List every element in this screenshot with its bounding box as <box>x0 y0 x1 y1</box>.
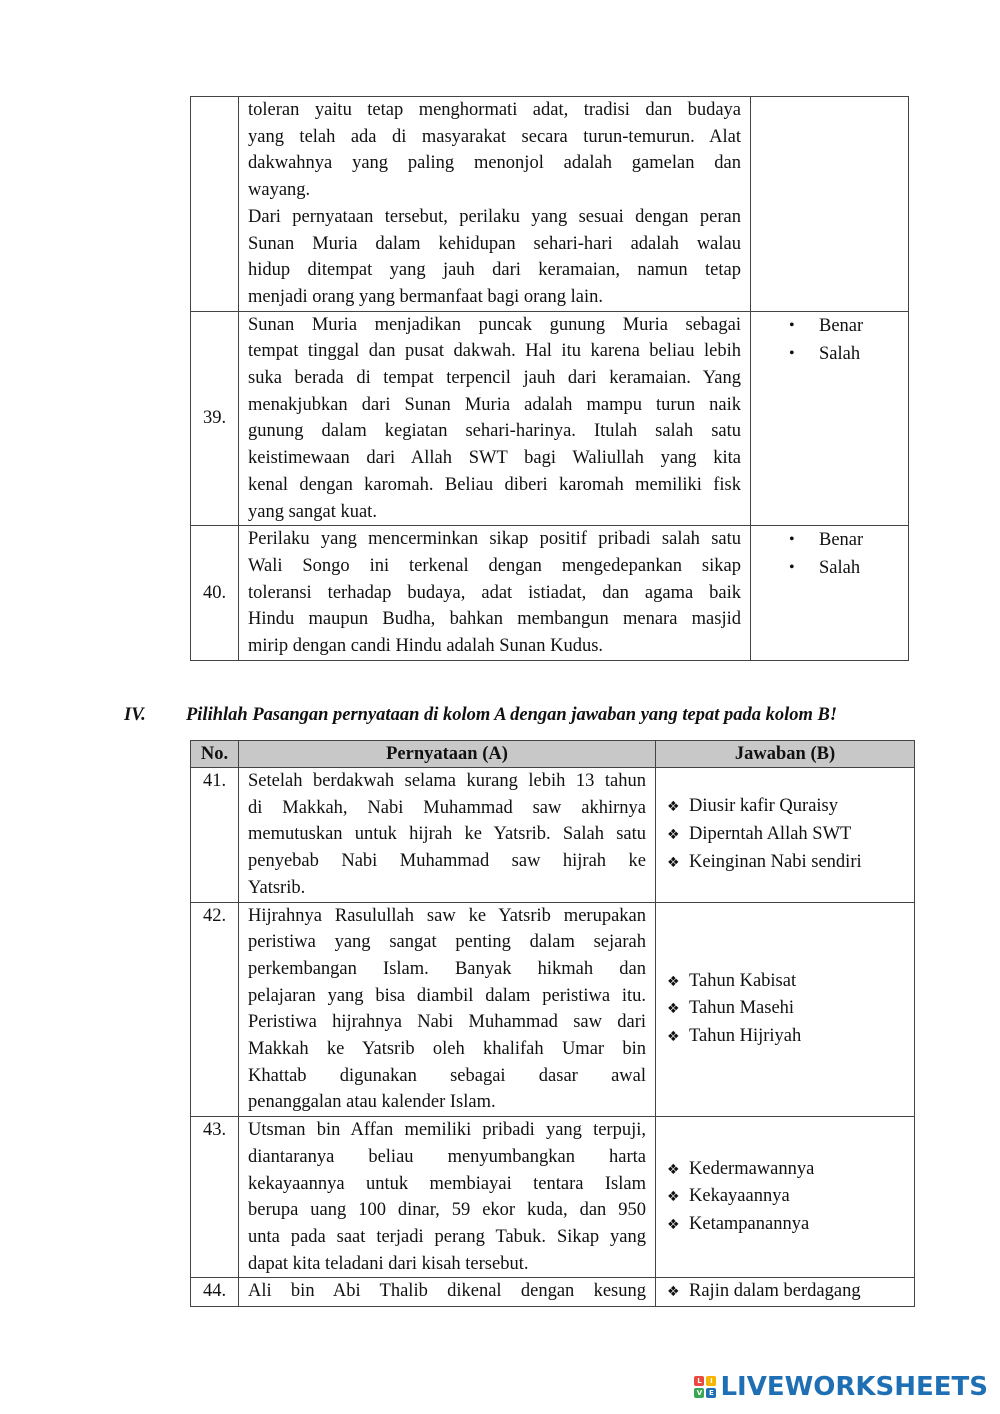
text-line: kekayaannya untuk membiayai tentara Islam <box>248 1173 646 1194</box>
table-row <box>191 1117 915 1278</box>
answer-option[interactable]: ❖ Diperntah Allah SWT <box>667 821 914 849</box>
answer-options <box>751 526 908 582</box>
text-line: Wali Songo ini terkenal dengan mengedepankan sikap <box>248 555 741 576</box>
statement-cell <box>239 97 751 312</box>
text-line: menakjubkan dari Sunan Muria adalah mampu turun naik <box>248 394 741 415</box>
statement-cell <box>239 526 751 661</box>
text-line: peristiwa yang sangat penting dalam sejarah <box>248 932 646 953</box>
number-cell <box>191 1117 239 1278</box>
text-line: Dari pernyataan tersebut, perilaku yang sesuai dengan peran <box>248 206 741 227</box>
option-benar[interactable]: • Benar <box>789 312 908 340</box>
answer-option[interactable]: ❖ Rajin dalam berdagang <box>667 1278 914 1306</box>
statement-cell <box>239 1117 656 1278</box>
logo-letter: V <box>694 1388 704 1398</box>
number-cell <box>191 526 239 661</box>
number-cell <box>191 768 239 903</box>
header-no: No. <box>191 741 239 768</box>
text-line: Peristiwa hijrahnya Nabi Muhammad saw dari <box>248 1012 646 1033</box>
text-line: di Makkah, Nabi Muhammad saw akhirnya <box>248 797 646 818</box>
logo-letter: I <box>706 1376 716 1386</box>
statement-text <box>239 526 750 660</box>
table-row <box>191 902 915 1117</box>
statement-cell <box>239 311 751 526</box>
number-cell <box>191 902 239 1117</box>
answer-option[interactable]: ❖ Tahun Hijriyah <box>667 1023 914 1051</box>
text-line: dakwahnya yang paling menonjol adalah gamelan dan <box>248 153 741 174</box>
answer-cell <box>656 1117 915 1278</box>
option-benar[interactable]: • Benar <box>789 526 908 554</box>
text-line: pelajaran yang bisa diambil dalam peristiwa itu. <box>248 985 646 1006</box>
option-salah[interactable]: • Salah <box>789 340 908 368</box>
text-line: memutuskan untuk hijrah ke Yatsrib. Salah satu <box>248 824 646 845</box>
answer-options <box>656 1156 914 1239</box>
text-line: kenal dengan karomah. Beliau diberi karomah memiliki fisk <box>248 474 741 495</box>
table-row <box>191 1278 915 1307</box>
text-line: unta pada saat terjadi perang Tabuk. Sikap yang <box>248 1226 646 1247</box>
text-line: menjadi orang yang bermanfaat bagi orang lain. <box>248 286 603 307</box>
answer-option[interactable]: ❖ Tahun Masehi <box>667 995 914 1023</box>
answer-option[interactable]: ❖ Diusir kafir Quraisy <box>667 793 914 821</box>
table-row <box>191 526 909 661</box>
number-cell <box>191 311 239 526</box>
logo-letter: E <box>706 1388 716 1398</box>
text-line: hidup ditempat yang jauh dari keramaian, namun tetap <box>248 260 741 281</box>
statement-cell <box>239 768 656 903</box>
text-line: yang telah ada di masyarakat secara turun-temurun. Alat <box>248 126 741 147</box>
statement-text <box>239 312 750 526</box>
liveworksheets-logo <box>694 1372 988 1402</box>
text-line: keistimewaan dari Allah SWT bagi Waliullah yang kita <box>248 448 741 469</box>
table-row-continued <box>191 97 909 312</box>
text-line: Yatsrib. <box>248 877 306 898</box>
options-cell <box>751 311 909 526</box>
answer-cell <box>656 1278 915 1307</box>
true-false-table <box>190 96 909 661</box>
statement-cell <box>239 902 656 1117</box>
diamond-bullet-icon: ❖ <box>667 854 680 871</box>
text-line: toleransi terhadap budaya, adat istiadat, dan agama baik <box>248 582 741 603</box>
answer-options <box>751 312 908 368</box>
text-line: tempat tinggal dan pusat dakwah. Hal itu karena beliau lebih <box>248 341 741 362</box>
text-line: Setelah berdakwah selama kurang lebih 13 tahun <box>248 771 646 791</box>
logo-mark-icon <box>694 1376 716 1398</box>
question-number: 43. <box>202 1120 227 1141</box>
text-line: dapat kita teladani dari kisah tersebut. <box>248 1253 529 1274</box>
question-number: 42. <box>202 905 227 926</box>
options-cell <box>751 526 909 661</box>
diamond-bullet-icon: ❖ <box>667 1029 680 1046</box>
text-line: mirip dengan candi Hindu adalah Sunan Kudus. <box>248 636 604 657</box>
diamond-bullet-icon: ❖ <box>667 1001 680 1018</box>
table-row <box>191 768 915 903</box>
text-line: Perilaku yang mencerminkan sikap positif pribadi salah satu <box>248 529 741 550</box>
table-header-row <box>191 741 915 768</box>
logo-wordmark: LIVEWORKSHEETS <box>720 1372 988 1402</box>
text-line: Hindu maupun Budha, bahkan membangun menara masjid <box>248 609 741 630</box>
diamond-bullet-icon: ❖ <box>667 826 680 843</box>
table-row <box>191 311 909 526</box>
text-line: wayang. <box>248 180 311 201</box>
statement-text <box>239 97 750 311</box>
diamond-bullet-icon: ❖ <box>667 973 680 990</box>
text-line: Hijrahnya Rasulullah saw ke Yatsrib merupakan <box>248 905 646 926</box>
diamond-bullet-icon: ❖ <box>667 799 680 816</box>
answer-options <box>656 1278 914 1306</box>
text-line: penyebab Nabi Muhammad saw hijrah ke <box>248 851 646 872</box>
statement-text <box>239 1278 655 1305</box>
text-line: Ali bin Abi Thalib dikenal dengan kesung <box>248 1281 646 1302</box>
statement-text <box>239 768 655 902</box>
text-line: diantaranya beliau menyumbangkan harta <box>248 1146 646 1167</box>
statement-cell <box>239 1278 656 1307</box>
diamond-bullet-icon: ❖ <box>667 1284 680 1301</box>
answer-cell <box>656 768 915 903</box>
statement-text <box>239 1117 655 1277</box>
header-answer: Jawaban (B) <box>656 741 915 768</box>
answer-option[interactable]: ❖ Tahun Kabisat <box>667 968 914 996</box>
text-line: perkembangan Islam. Banyak hikmah dan <box>248 958 646 979</box>
answer-cell <box>656 902 915 1117</box>
text-line: berupa uang 100 dinar, 59 ekor kuda, dan 950 <box>248 1200 646 1221</box>
diamond-bullet-icon: ❖ <box>667 1161 680 1178</box>
matching-table <box>190 740 915 1307</box>
text-line: penanggalan atau kalender Islam. <box>248 1092 496 1113</box>
diamond-bullet-icon: ❖ <box>667 1217 680 1234</box>
section-number: IV. <box>124 705 146 725</box>
question-number: 40. <box>202 582 227 603</box>
question-number: 39. <box>202 408 227 429</box>
text-line: toleran yaitu tetap menghormati adat, tradisi dan budaya <box>248 100 741 120</box>
answer-option[interactable]: ❖ Keinginan Nabi sendiri <box>667 849 914 877</box>
section-instruction: Pilihlah Pasangan pernyataan di kolom A dengan jawaban yang tepat pada kolom B! <box>186 705 838 725</box>
text-line: Sunan Muria menjadikan puncak gunung Muria sebagai <box>248 314 741 335</box>
answer-option[interactable]: ❖ Ketampanannya <box>667 1211 914 1239</box>
text-line: Sunan Muria dalam kehidupan sehari-hari adalah walau <box>248 233 741 254</box>
answer-option[interactable]: ❖ Kedermawannya <box>667 1156 914 1184</box>
answer-option[interactable]: ❖ Kekayaannya <box>667 1183 914 1211</box>
section-heading <box>124 702 837 728</box>
question-number: 41. <box>202 771 227 791</box>
question-number: 44. <box>202 1281 227 1302</box>
number-cell <box>191 97 239 312</box>
diamond-bullet-icon: ❖ <box>667 1189 680 1206</box>
text-line: suka berada di tempat terpencil jauh dari keramaian. Yang <box>248 368 741 389</box>
answer-options <box>656 793 914 876</box>
logo-letter: L <box>694 1376 704 1386</box>
header-statement: Pernyataan (A) <box>239 741 656 768</box>
answer-options <box>656 968 914 1051</box>
number-cell <box>191 1278 239 1307</box>
text-line: gunung dalam kegiatan sehari-harinya. Itulah salah satu <box>248 421 741 442</box>
statement-text <box>239 903 655 1117</box>
options-cell <box>751 97 909 312</box>
option-salah[interactable]: • Salah <box>789 554 908 582</box>
text-line: Utsman bin Affan memiliki pribadi yang terpuji, <box>248 1120 646 1141</box>
text-line: Khattab digunakan sebagai dasar awal <box>248 1065 646 1086</box>
text-line: yang sangat kuat. <box>248 501 377 522</box>
text-line: Makkah ke Yatsrib oleh khalifah Umar bin <box>248 1039 646 1060</box>
